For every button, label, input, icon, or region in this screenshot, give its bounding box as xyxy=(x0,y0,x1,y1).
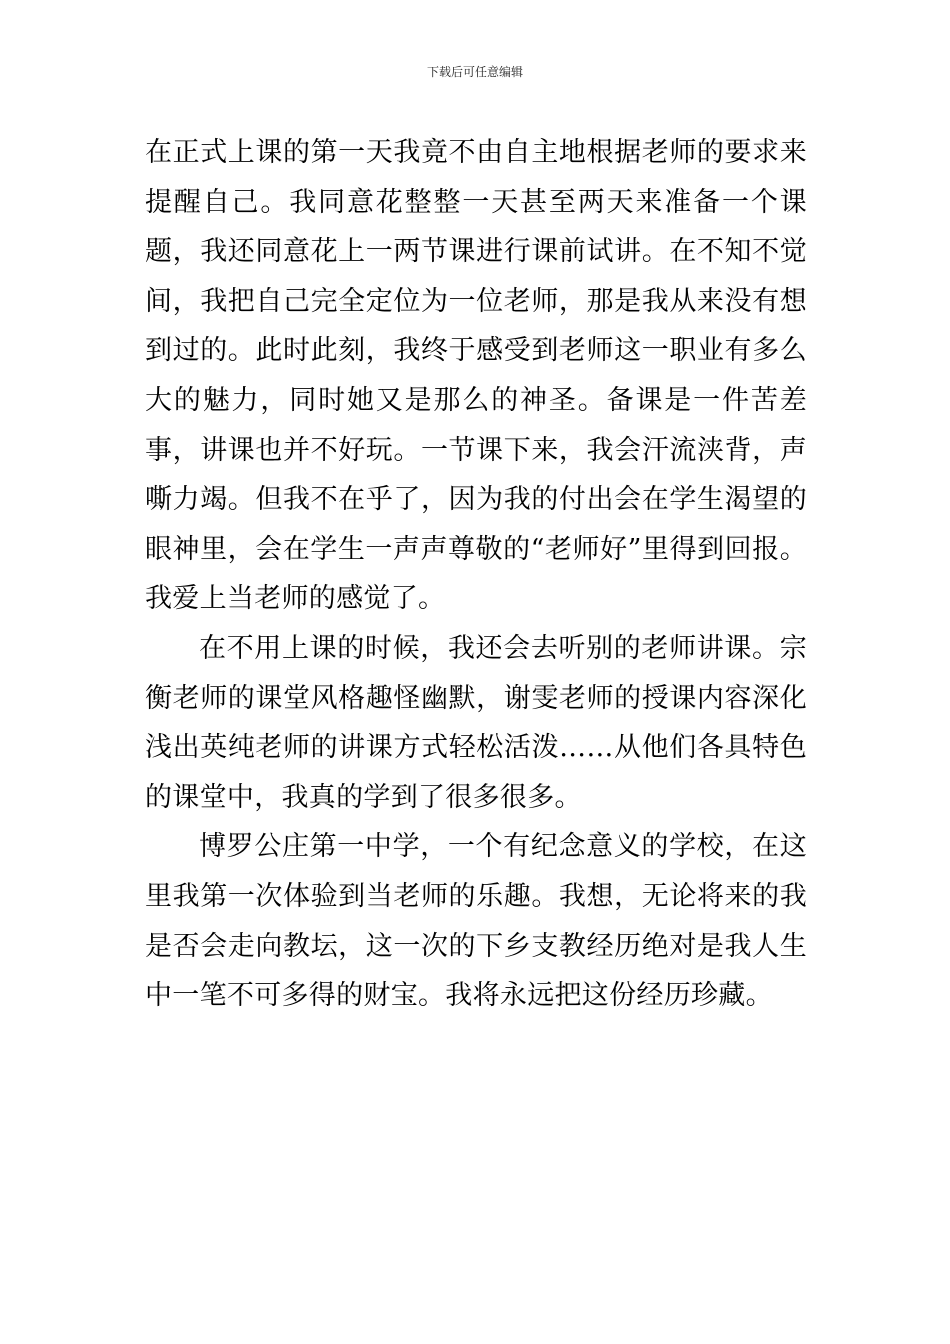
paragraph-1: 在正式上课的第一天我竟不由自主地根据老师的要求来提醒自己。我同意花整整一天甚至两天来准备一个课题，我还同意花上一两节课进行课前试讲。在不知不觉间，我把自己完全定位为一位老师，那是我从来没有想到过的。此时此刻，我终于感受到老师这一职业有多么大的魅力，同时她又是那么的神圣。备课是一件苦差事，讲课也并不好玩。一节课下来，我会汗流浃背，声嘶力竭。但我不在乎了，因为我的付出会在学生渴望的眼神里，会在学生一声声尊敬的“老师好”里得到回报。我爱上当老师的感觉了。 xyxy=(145,137,807,615)
paragraph-3: 博罗公庄第一中学，一个有纪念意义的学校，在这里我第一次体验到当老师的乐趣。我想，无论将来的我是否会走向教坛，这一次的下乡支教经历绝对是我人生中一笔不可多得的财宝。我将永远把这份经历珍藏。 xyxy=(145,831,807,1012)
page-header: 下载后可任意编辑 xyxy=(426,65,523,79)
paragraph-2: 在不用上课的时候，我还会去听别的老师讲课。宗衡老师的课堂风格趣怪幽默，谢雯老师的授课内容深化浅出英纯老师的讲课方式轻松活泼……从他们各具特色的课堂中，我真的学到了很多很多。 xyxy=(145,632,807,813)
document-body xyxy=(145,128,807,1021)
